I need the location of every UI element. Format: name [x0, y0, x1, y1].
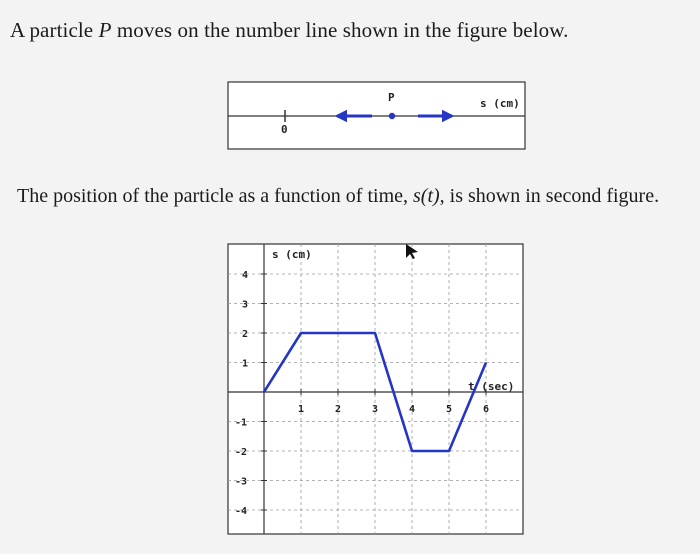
position-function: s(t) [413, 185, 440, 207]
x-tick-label: 5 [446, 404, 453, 415]
y-tick-label: -1 [235, 417, 248, 429]
origin-label: 0 [281, 123, 288, 136]
particle-variable: P [98, 18, 112, 42]
x-axis-label: t (sec) [468, 380, 515, 393]
y-tick-label: 2 [242, 329, 249, 340]
y-tick-label: 3 [242, 299, 249, 311]
y-tick-label: -4 [235, 506, 248, 517]
y-tick-label: 1 [242, 358, 249, 370]
description-text-end: , is shown in second figure. [439, 185, 660, 207]
y-tick-label: -3 [235, 476, 248, 488]
statement-text-start: A particle [10, 18, 99, 42]
x-tick-label: 4 [409, 404, 416, 415]
x-tick-label: 3 [372, 404, 379, 415]
x-tick-label: 2 [335, 404, 342, 415]
number-line-axis-label: s (cm) [480, 97, 520, 110]
particle-label: P [388, 91, 395, 104]
x-tick-label: 1 [298, 404, 305, 415]
y-axis-label: s (cm) [272, 248, 312, 261]
y-tick-label: 4 [242, 270, 249, 281]
description-text-start: The position of the particle as a function of time, [17, 185, 413, 207]
statement-text-end: moves on the number line shown in the figure below. [111, 18, 569, 42]
x-tick-label: 6 [483, 404, 490, 415]
y-tick-label: -2 [235, 447, 248, 458]
